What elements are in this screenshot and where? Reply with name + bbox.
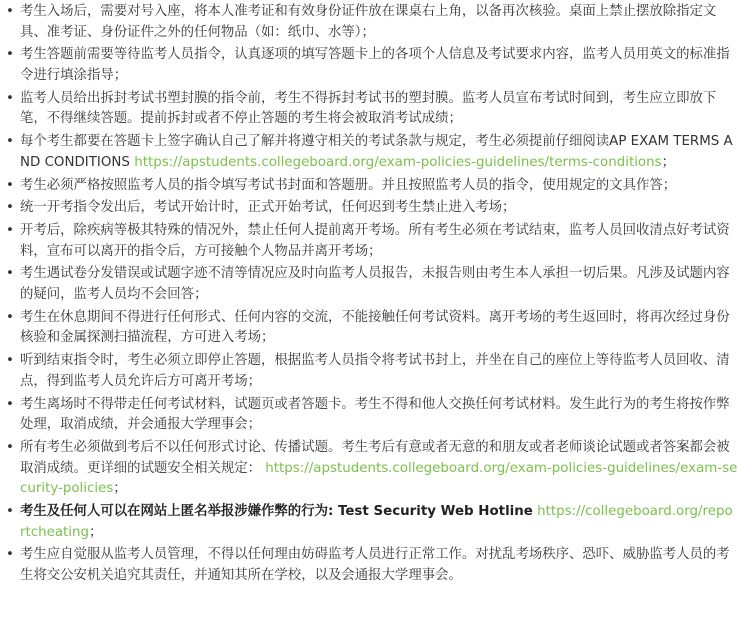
exam-rules-list [4,2,738,586]
rule-item [4,89,738,130]
bullet-icon: • [6,439,14,455]
rule-text: 考生在休息期间不得进行任何形式、任何内容的交流，不能接触任何考试资料。离开考场的考生返回时，将再次经过身份核验和金属探测扫描流程，方可进入考场； [20,309,730,346]
rule-item [4,45,738,86]
rule-text: ； [661,154,675,170]
rule-text: 每个考生都要在答题卡上签字确认自己了解并将遵守相关的考试条款与规定，考生必须提前仔细阅读AP EXAM TERMS AND CONDITIONS [20,134,733,170]
rule-item [4,264,738,305]
rule-text: 统一开考指令发出后，考试开始计时，正式开始考试，任何迟到考生禁止进入考场； [20,200,516,216]
rule-item [4,2,738,43]
bullet-icon: • [6,4,14,19]
bullet-icon: • [6,200,14,216]
rule-text: 考生必须严格按照监考人员的指令填写考试书封面和答题册。并且按照监考人员的指令，使用规定的文具作答； [20,177,677,193]
rule-item [4,198,738,219]
url-link[interactable]: https://apstudents.collegeboard.org/exam-policies-guidelines/terms-conditions [134,154,662,170]
rule-text: 开考后，除疾病等极其特殊的情况外，禁止任何人提前离开考场。所有考生必须在考试结束，监考人员回收清点好考试资料，宣布可以离开的指令后，方可接触个人物品并离开考场； [20,223,730,259]
rule-text: 考生遇试卷分发错误或试题字迹不清等情况应及时向监考人员报告，未报告则由考生本人承担一切后果。凡涉及试题内容的疑问，监考人员均不会回答； [20,266,730,303]
rule-text: 考生入场后，需要对号入座，将本人准考证和有效身份证件放在课桌右上角，以备再次核验。桌面上禁止摆放除指定文具、准考证、身份证件之外的任何物品（如：纸巾、水等）； [20,4,717,40]
bullet-icon: • [6,309,14,325]
bullet-icon: • [6,396,14,412]
url-link[interactable]: https://collegeboard.org/reportcheating [20,503,733,540]
rule-text: ； [113,481,127,497]
rule-text: 考生答题前需要等待监考人员指令，认真逐项的填写答题卡上的各项个人信息及考试要求内容，监考人员用英文的标准指令进行填涂指导； [20,47,730,83]
rule-item [4,351,738,392]
rule-text: 考生应自觉服从监考人员管理，不得以任何理由妨碍监考人员进行正常工作。对扰乱考场秩序、恐吓、威胁监考人员的考生将交公安机关追究其责任，并通知其所在学校，以及会通报大学理事会。 [20,547,730,583]
url-link[interactable]: https://apstudents.collegeboard.org/exam-policies-guidelines/exam-security-policies [20,460,738,497]
rule-item [4,176,738,197]
rule-item [4,502,738,543]
bullet-icon: • [6,353,14,369]
bullet-icon: • [6,177,14,193]
bullet-icon: • [6,223,14,239]
bullet-icon: • [6,134,14,150]
rule-text: ； [89,524,103,540]
rule-item [4,308,738,349]
rule-text: 监考人员给出拆封考试书塑封膜的指令前，考生不得拆封考试书的塑封膜。监考人员宣布考试时间到，考生应立即放下笔，不得继续答题。提前拆封或者不停止答题的考生将会被取消考试成绩； [20,90,717,127]
rule-item [4,438,738,500]
rule-text: 听到结束指令时，考生必须立即停止答题，根据监考人员指令将考试书封上，并坐在自己的座位上等待监考人员回收、清点，得到监考人员允许后方可离开考场； [20,353,730,389]
rule-text: 考生离场时不得带走任何考试材料，试题页或者答题卡。考生不得和他人交换任何考试材料。发生此行为的考生将按作弊处理，取消成绩，并会通报大学理事会； [20,396,730,433]
bullet-icon: • [6,547,14,563]
rule-text: 所有考生必须做到考后不以任何形式讨论、传播试题。考生考后有意或者无意的和朋友或者老师谈论试题或者答案都会被取消成绩。更详细的试题安全相关规定： [20,439,730,476]
rule-item [4,221,738,262]
bold-text: 考生及任何人可以在网站上匿名举报涉嫌作弊的行为: Test Security Web Hotline [20,503,533,519]
rule-item [4,545,738,586]
bullet-icon: • [6,503,14,519]
rule-item [4,132,738,173]
bullet-icon: • [6,90,14,106]
rule-item [4,395,738,436]
bullet-icon: • [6,47,14,63]
bullet-icon: • [6,266,14,282]
